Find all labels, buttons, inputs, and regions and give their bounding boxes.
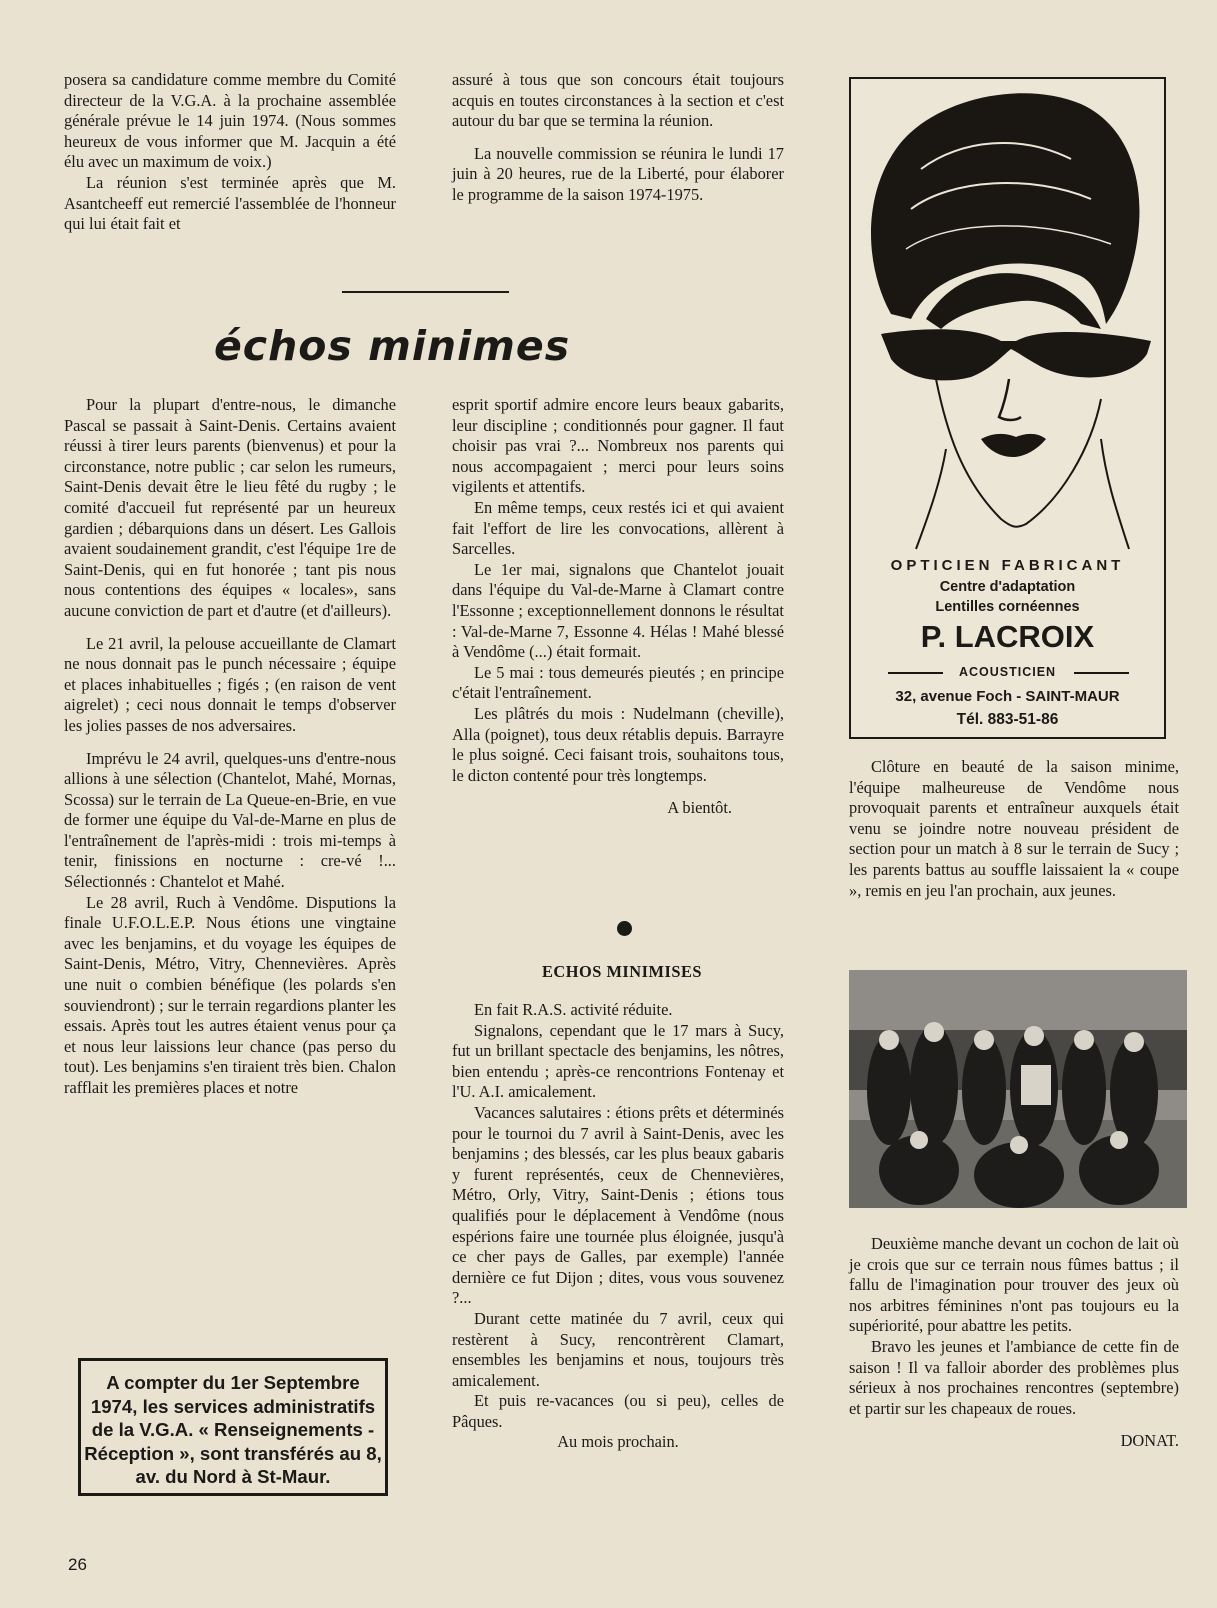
ad-dash — [888, 672, 943, 674]
paragraph: Clôture en beauté de la saison minime, l'équipe malheureuse de Vendôme nous provoquait parents et entraîneur auxquels était venu se joindre notre nouveau président de section pour un match à 8 sur le terrain de Sucy ; les parents battus au souffle laissaient la « coupe », remis en jeu l'an prochain, aux jeunes. — [849, 757, 1179, 900]
paragraph: Le 28 avril, Ruch à Vendôme. Disputions la finale U.F.O.L.E.P. Nous étions une vingtaine avec les benjamins, et du voyage les équipes de Saint-Denis, Métro, Vitry, Chennevières. Après une nuit o combien bénéfique (les polards s'en souviendront) ; sur le terrain regardions planter les essais. Après tout les autres étaient venus pour ça et nous leur laissions leur chance (pas perso du tout). Les benjamins s'en tiraient très bien. Chalon rafflait les premières places et notre — [64, 892, 396, 1097]
paragraph: Le 1er mai, signalons que Chantelot jouait dans l'équipe du Val-de-Marne à Clamart contre l'Essonne ; exceptionnellement donnons le résultat : Val-de-Marne 7, Essonne 4. Hélas ! Mahé blessé à Vendôme (...) était formait. — [452, 559, 784, 662]
nose — [999, 379, 1021, 420]
ad-line: Centre d'adaptation — [939, 579, 1076, 595]
ad-line: ACOUSTICIEN — [958, 665, 1057, 679]
ad-dash — [1074, 672, 1129, 674]
paragraph: Bravo les jeunes et l'ambiance de cette fin de saison ! Il va falloir aborder des problèmes plus sérieux à nos prochaines rencontres (septembre) et partir sur les chapeaux de roues. — [849, 1336, 1179, 1418]
paragraph: Et puis re-vacances (ou si peu), celles de Pâques. — [452, 1391, 784, 1431]
article-column-3b — [849, 1234, 1179, 1452]
paragraph: Durant cette matinée du 7 avril, ceux qui restèrent à Sucy, rencontrèrent Clamart, ensembles les benjamins et nous, toujours très amicalement. — [452, 1308, 784, 1390]
top-left-column — [64, 70, 396, 235]
hair-fringe — [926, 273, 1101, 329]
article-column-1 — [64, 395, 396, 1099]
article-column-2 — [452, 395, 784, 819]
separator-dot — [617, 921, 632, 936]
paragraph: En fait R.A.S. activité réduite. — [474, 1000, 673, 1019]
paragraph: Le 21 avril, la pelouse accueillante de Clamart ne nous donnait pas le punch nécessaire ; équipe et places inhabituelles ; figés ; (en raison de vent aigrelet) ; ceci nous donnait le temps d'observer les jolies passes de nos adversaires. — [64, 633, 396, 735]
notice-box — [78, 1358, 388, 1496]
ad-line: OPTICIEN FABRICANT — [890, 557, 1125, 574]
woman-sunglasses-illustration — [851, 79, 1164, 579]
notice-text: A compter du 1er Septembre 1974, les services administratifs de la V.G.A. « Renseignements - Réception », sont transférés au 8, av. du Nord à St-Maur. — [84, 1372, 382, 1487]
section-title: échos minimes — [214, 322, 571, 370]
section-divider — [342, 291, 509, 293]
team-photo — [849, 970, 1187, 1208]
sign-off: A bientôt. — [667, 798, 732, 818]
paragraph: Le 5 mai : tous demeurés pieutés ; en principe c'était l'entraînement. — [452, 662, 784, 703]
paragraph: En même temps, ceux restés ici et qui avaient fait l'effort de lire les convocations, allèrent à Sarcelles. — [452, 497, 784, 559]
ad-name: P. LACROIX — [920, 619, 1095, 654]
neck-line — [916, 449, 946, 549]
ad-phone: Tél. 883-51-86 — [956, 711, 1059, 728]
sunglasses — [881, 329, 1151, 380]
page-number: 26 — [68, 1555, 87, 1574]
paragraph: posera sa candidature comme membre du Comité directeur de la V.G.A. à la prochaine assemblée générale prévue le 14 juin 1974. (Nous sommes heureux de vous informer que M. Jacquin a été élu avec un maximum de voix.) — [64, 70, 396, 172]
article-column-2b — [452, 1000, 784, 1453]
author-signature: DONAT. — [1120, 1431, 1179, 1451]
optician-advertisement — [849, 77, 1166, 739]
sign-off: Au mois prochain. — [557, 1432, 679, 1452]
neck-line — [1101, 439, 1129, 549]
paragraph: La nouvelle commission se réunira le lundi 17 juin à 20 heures, rue de la Liberté, pour élaborer le programme de la saison 1974-1975. — [452, 143, 784, 204]
paragraph: Les plâtrés du mois : Nudelmann (cheville), Alla (poignet), tous deux rétablis depuis. Barrayre le plus soigné. Ceci faisant trois, souhaitons tous, le dicton contenté pour très longtemps. — [452, 703, 784, 785]
article-column-3a — [849, 757, 1179, 901]
ad-line: Lentilles cornéennes — [935, 599, 1080, 615]
paragraph: esprit sportif admire encore leurs beaux gabarits, leur discipline ; conditionnés pour gagner. Il faut choisir pas vrai ?... Nombreux nos parents qui nous accompagaient ; merci pour leurs soins vigilents et attentifs. — [452, 395, 784, 497]
top-middle-column — [452, 70, 784, 206]
paragraph: assuré à tous que son concours était toujours acquis en toutes circonstances à la section et c'est autour du bar que se termina la réunion. — [452, 70, 784, 131]
lips — [981, 434, 1046, 457]
paragraph: Deuxième manche devant un cochon de lait où je crois que sur ce terrain nous fûmes battus ; il fallu de l'imagination pour trouver des jeux où nos arbitres féminines n'ont pas toujours eu la supériorité, pour abattre les petits. — [849, 1234, 1179, 1336]
paragraph: Signalons, cependant que le 17 mars à Sucy, fut un brillant spectacle des benjamins, les nôtres, bien entendu ; après-ce rencontrions Fontenay et l'U. A.I. amicalement. — [452, 1020, 784, 1102]
paragraph: Vacances salutaires : étions prêts et déterminés pour le tournoi du 7 avril à Saint-Denis, avec les benjamins ; des blessés, car les plus beaux gabaris y furent représentés, ceux de Chennevières, Métro, Orly, Vitry, Saint-Denis ; étions tous qualifiés pour le déplacement à Vendôme (nous espérions faire une tournée plus éloignée, jusqu'à ce cher pays de Galles, par exemple) l'année dernière ce fut Dijon ; dites, vous vous souvenez ?... — [452, 1102, 784, 1308]
paragraph: Imprévu le 24 avril, quelques-uns d'entre-nous allions à une sélection (Chantelot, Mahé, Mornas, Scossa) sur le terrain de La Queue-en-Brie, en vue de former une équipe du Val-de-Marne en plus de l'entraînement de l'après-midi : trois mi-temps à tenir, finissions en nocturne : cre-vé !... Sélectionnés : Chantelot et Mahé. — [64, 748, 396, 892]
paragraph: La réunion s'est terminée après que M. Asantcheeff eut remercié l'assemblée de l'honneur qui lui était fait et — [64, 172, 396, 234]
subsection-title: ECHOS MINIMISES — [541, 962, 703, 981]
paragraph: Pour la plupart d'entre-nous, le dimanche Pascal se passait à Saint-Denis. Certains avaient réussi à tirer leurs parents (bienvenus) et pour la circonstance, notre public ; car selon les rumeurs, Saint-Denis devait être le lieu fêté du rugby ; le comité d'accueil fut représenté par un heureux gardien ; débarquions dans un désert. Les Gallois avaient soudainement grandit, c'est l'équipe 1re de Saint-Denis, qui en fut honorée ; tant pis nous nous contentions des équipes « locales», sans aucune conviction de part et d'autre (et d'ailleurs). — [64, 395, 396, 620]
ad-address: 32, avenue Foch - SAINT-MAUR — [895, 688, 1120, 705]
